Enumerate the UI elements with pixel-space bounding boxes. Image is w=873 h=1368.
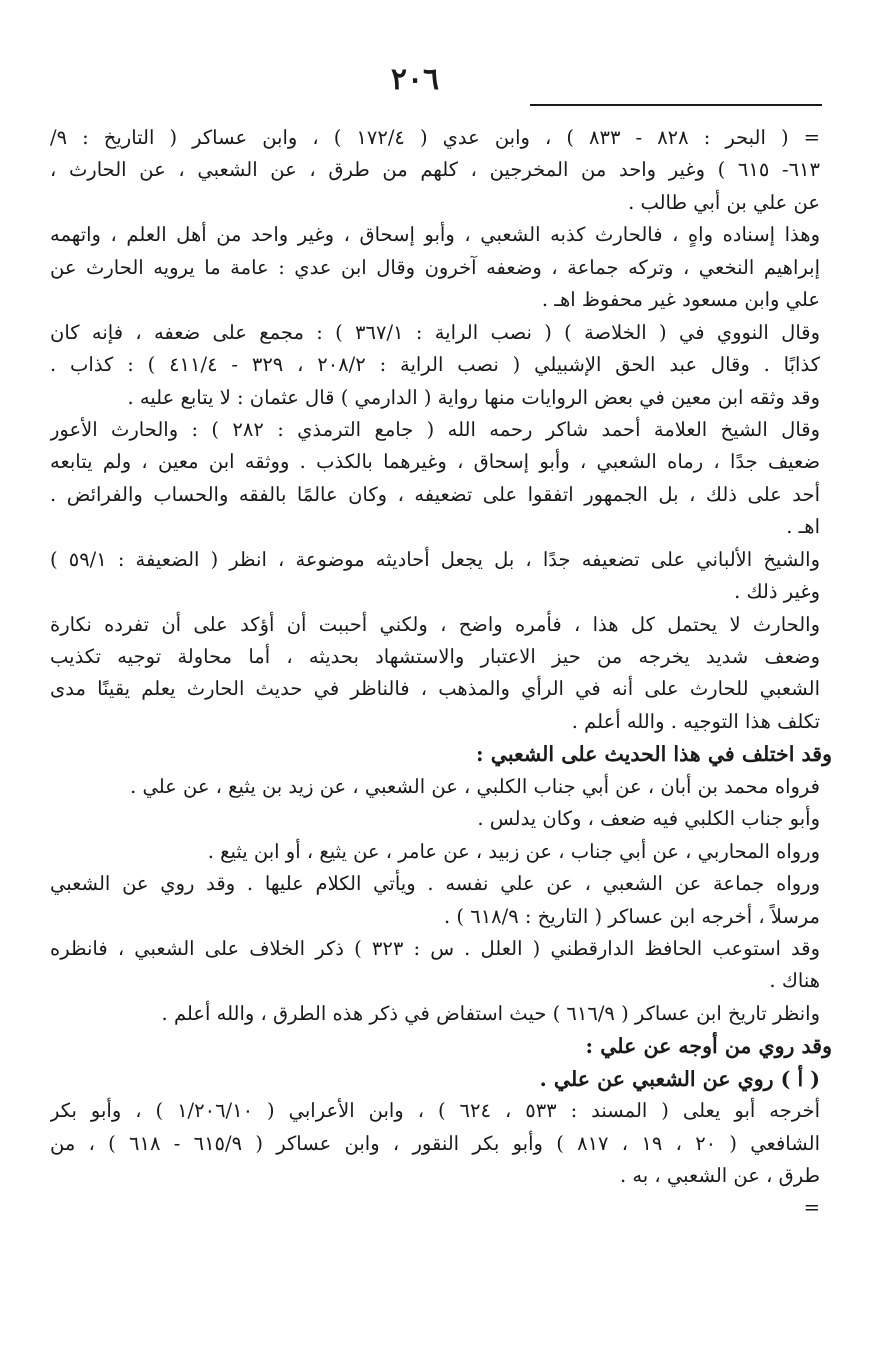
text-line: وقد وثقه ابن معين في بعض الروايات منها رواية ( الدارمي ) قال عثمان : لا يتابع عليه . (127, 385, 820, 409)
text-line: أحد على ذلك ، بل الجمهور اتفقوا على تضعيفه ، وكان عالمًا بالفقه والحساب والفرائض . (50, 482, 820, 506)
text-line: تكلف هذا التوجيه . والله أعلم . (571, 709, 820, 733)
text-line: = ( البحر : ٨٢٨ - ٨٣٣ ) ، وابن عدي ( ١٧٢/٤ ) ، وابن عساكر ( التاريخ : ٩/ (50, 126, 820, 149)
text-line: وقد استوعب الحافظ الدارقطني ( العلل . س : ٣٢٣ ) ذكر الخلاف على الشعبي ، فانظره (50, 936, 820, 960)
page-body (50, 122, 832, 1225)
header-rule (530, 104, 822, 106)
page-number: ٢٠٦ (390, 62, 440, 97)
text-line: ورواه جماعة عن الشعبي ، عن علي نفسه . ويأتي الكلام عليها . وقد روي عن الشعبي (50, 872, 820, 896)
text-line: وهذا إسناده واهٍ ، فالحارث كذبه الشعبي ، وأبو إسحاق ، وغير واحد من أهل العلم ، واتهمه (50, 223, 820, 247)
text-line: وضعف شديد يخرجه من حيز الاعتبار والاستشهاد بحديثه ، أما محاولة توجيه تكذيب (50, 645, 820, 668)
text-line: أخرجه أبو يعلى ( المسند : ٥٣٣ ، ٦٢٤ ) ، وابن الأعرابي ( ١/٢٠٦/١٠ ) ، وأبو بكر (50, 1099, 820, 1123)
text-line: طرق ، عن الشعبي ، به . (619, 1164, 820, 1187)
text-line: وأبو جناب الكلبي فيه ضعف ، وكان يدلس . (477, 807, 820, 831)
text-line: الشعبي للحارث على أنه في الرأي والمذهب ، فالناظر في حديث الحارث يعلم يقينًا مدى (50, 677, 820, 701)
text-line: اهـ . (786, 515, 820, 539)
text-line: إبراهيم النخعي ، وتركه جماعة ، وضعفه آخرون وقال ابن عدي : عامة ما يرويه الحارث عن (50, 255, 820, 279)
text-line: وانظر تاريخ ابن عساكر ( ٦١٦/٩ ) حيث استفاض في ذكر هذه الطرق ، والله أعلم . (161, 1001, 820, 1025)
text-line: والشيخ الألباني على تضعيفه جدًا ، بل يجعل أحاديثه موضوعة ، انظر ( الضعيفة : ٥٩/١ ) (50, 547, 820, 571)
text-line: عن علي بن أبي طالب . (628, 190, 820, 214)
section-heading: وقد روي من أوجه عن علي : (585, 1034, 832, 1059)
text-line: الشافعي ( ٢٠ ، ١٩ ، ٨١٧ ) وأبو بكر النقور ، وابن عساكر ( ٦١٥/٩ - ٦١٨ ) ، من (50, 1131, 820, 1155)
section-heading: وقد اختلف في هذا الحديث على الشعبي : (476, 742, 832, 767)
text-line: وغير ذلك . (734, 580, 820, 604)
text-line: هناك . (769, 969, 820, 993)
text-line: والحارث لا يحتمل كل هذا ، فأمره واضح ، ولكني أحببت أن أؤكد على أن تفرده نكارة (50, 612, 820, 636)
text-line: ٦١٣- ٦١٥ ) وغير واحد من المخرجين ، كلهم من طرق ، عن الشعبي ، عن الحارث ، (50, 158, 820, 182)
continuation-mark: = (803, 1196, 820, 1220)
text-line: كذابًا . وقال عبد الحق الإشبيلي ( نصب الراية : ٢٠٨/٢ ، ٣٢٩ - ٤١١/٤ ) : كذاب . (50, 353, 820, 377)
text-line: ورواه المحاربي ، عن أبي جناب ، عن زبيد ، عن عامر ، عن يثيع ، أو ابن يثيع . (207, 839, 820, 863)
text-line: ضعيف جدًا ، رماه الشعبي ، وأبو إسحاق ، وغيرهما بالكذب . ووثقه ابن معين ، ولم يتابعه (50, 450, 820, 474)
subsection-heading: ( أ ) روي عن الشعبي عن علي . (539, 1066, 820, 1091)
text-line: وقال النووي في ( الخلاصة ) ( نصب الراية : ٣٦٧/١ ) : مجمع على ضعفه ، فإنه كان (50, 320, 820, 344)
text-line: مرسلاً ، أخرجه ابن عساكر ( التاريخ : ٦١٨/٩ ) . (444, 904, 820, 928)
text-line: علي وابن مسعود غير محفوظ اهـ . (541, 288, 820, 312)
text-line: فرواه محمد بن أبان ، عن أبي جناب الكلبي ، عن الشعبي ، عن زيد بن يثيع ، عن علي . (130, 774, 820, 798)
text-line: وقال الشيخ العلامة أحمد شاكر رحمه الله ( جامع الترمذي : ٢٨٢ ) : والحارث الأعور (50, 417, 820, 441)
